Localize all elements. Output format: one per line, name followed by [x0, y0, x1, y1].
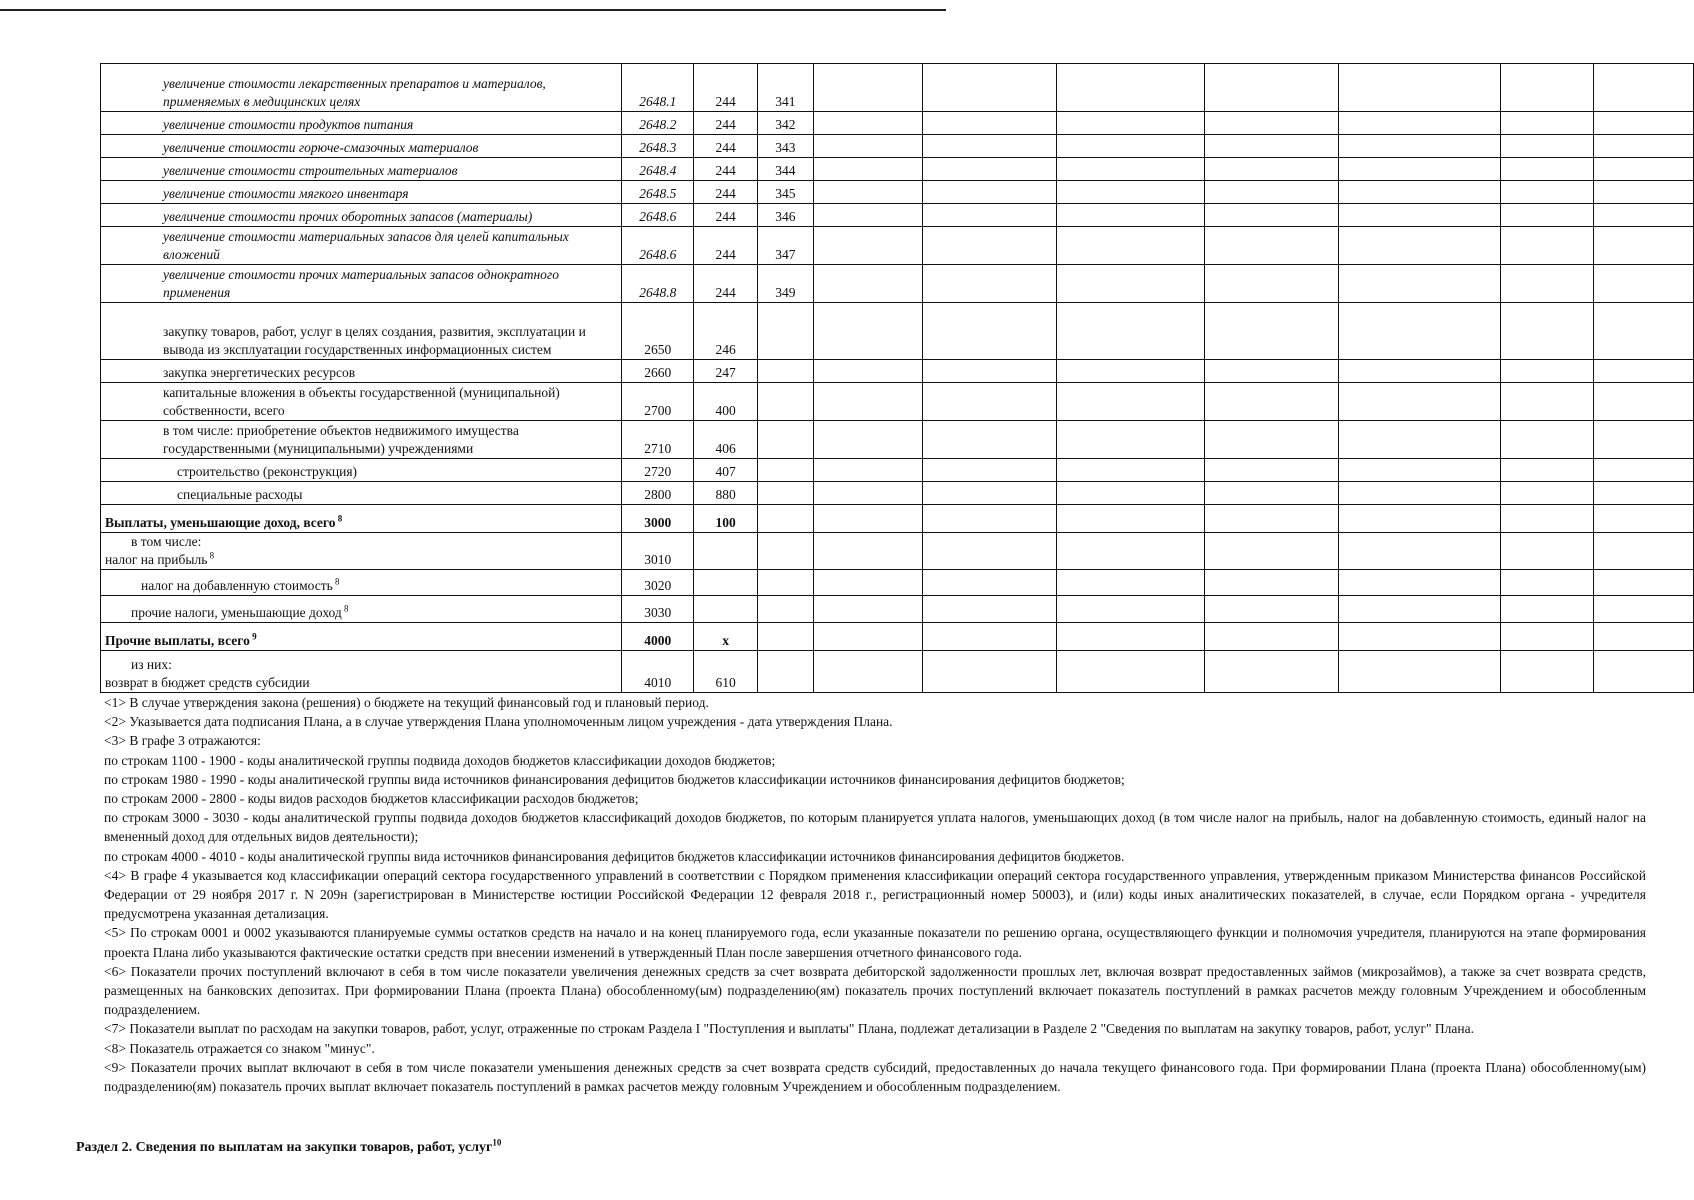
row-kosgu-code: 345 [757, 181, 813, 204]
empty-cell [1204, 360, 1338, 383]
row-expense-code: 407 [694, 459, 758, 482]
empty-cell [922, 533, 1056, 570]
empty-cell [1204, 651, 1338, 693]
empty-cell [813, 570, 922, 596]
empty-cell [813, 181, 922, 204]
empty-cell [1500, 360, 1594, 383]
table-row [101, 383, 1694, 421]
empty-cell [922, 158, 1056, 181]
empty-cell [1500, 421, 1594, 459]
empty-cell [1500, 570, 1594, 596]
empty-cell [1594, 303, 1694, 360]
empty-cell [813, 459, 922, 482]
empty-cell [1056, 265, 1204, 303]
table-row [101, 623, 1694, 651]
row-expense-code: 610 [694, 651, 758, 693]
empty-cell [1338, 623, 1500, 651]
empty-cell [922, 383, 1056, 421]
empty-cell [813, 421, 922, 459]
empty-cell [813, 112, 922, 135]
footnote: <2> Указывается дата подписания Плана, а в случае утверждения Плана уполномоченным лицом учреждения - дата утверждения Плана. [104, 714, 893, 730]
empty-cell [1056, 459, 1204, 482]
row-expense-code: 247 [694, 360, 758, 383]
empty-cell [813, 227, 922, 265]
empty-cell [1500, 383, 1594, 421]
empty-cell [1056, 421, 1204, 459]
empty-cell [922, 651, 1056, 693]
table-row [101, 459, 1694, 482]
empty-cell [1500, 505, 1594, 533]
row-kosgu-code: 346 [757, 204, 813, 227]
row-name: увеличение стоимости горюче-смазочных материалов [101, 135, 622, 158]
empty-cell [1594, 623, 1694, 651]
row-expense-code: 244 [694, 204, 758, 227]
row-code: 2648.4 [622, 158, 694, 181]
empty-cell [922, 181, 1056, 204]
row-code: 4000 [622, 623, 694, 651]
empty-cell [1594, 360, 1694, 383]
empty-cell [1594, 459, 1694, 482]
empty-cell [1204, 303, 1338, 360]
empty-cell [1056, 596, 1204, 623]
empty-cell [1500, 158, 1594, 181]
empty-cell [1594, 204, 1694, 227]
empty-cell [1204, 623, 1338, 651]
row-name: увеличение стоимости лекарственных препаратов и материалов, применяемых в медицинских целях [101, 64, 622, 112]
empty-cell [1338, 135, 1500, 158]
row-expense-code: 244 [694, 227, 758, 265]
empty-cell [1500, 227, 1594, 265]
row-name: Выплаты, уменьшающие доход, всего $^8$ [101, 505, 622, 533]
table-row [101, 360, 1694, 383]
empty-cell [813, 383, 922, 421]
table-row [101, 482, 1694, 505]
empty-cell [1056, 623, 1204, 651]
table-row [101, 64, 1694, 112]
table-row [101, 651, 1694, 693]
empty-cell [922, 459, 1056, 482]
footnote: <8> Показатель отражается со знаком "минус". [104, 1040, 375, 1056]
empty-cell [922, 64, 1056, 112]
table-row [101, 181, 1694, 204]
empty-cell [1204, 482, 1338, 505]
row-code: 2648.2 [622, 112, 694, 135]
row-kosgu-code [757, 651, 813, 693]
empty-cell [813, 505, 922, 533]
row-code: 3000 [622, 505, 694, 533]
row-kosgu-code [757, 482, 813, 505]
row-kosgu-code: 349 [757, 265, 813, 303]
empty-cell [1500, 265, 1594, 303]
row-expense-code: x [694, 623, 758, 651]
empty-cell [1338, 204, 1500, 227]
row-expense-code [694, 570, 758, 596]
empty-cell [1594, 135, 1694, 158]
row-code: 2648.5 [622, 181, 694, 204]
row-kosgu-code [757, 596, 813, 623]
empty-cell [1500, 459, 1594, 482]
empty-cell [813, 596, 922, 623]
empty-cell [813, 482, 922, 505]
empty-cell [922, 360, 1056, 383]
row-code: 2710 [622, 421, 694, 459]
empty-cell [922, 596, 1056, 623]
empty-cell [1056, 482, 1204, 505]
table-row [101, 158, 1694, 181]
row-kosgu-code: 342 [757, 112, 813, 135]
empty-cell [1594, 570, 1694, 596]
row-expense-code: 406 [694, 421, 758, 459]
row-code: 4010 [622, 651, 694, 693]
row-code: 3030 [622, 596, 694, 623]
plan-table [100, 63, 1694, 693]
empty-cell [1338, 482, 1500, 505]
empty-cell [1338, 533, 1500, 570]
empty-cell [1338, 383, 1500, 421]
row-name: из них: возврат в бюджет средств субсидии [101, 651, 622, 693]
empty-cell [1204, 112, 1338, 135]
row-kosgu-code [757, 421, 813, 459]
empty-cell [1594, 651, 1694, 693]
empty-cell [1204, 421, 1338, 459]
empty-cell [1594, 596, 1694, 623]
empty-cell [1500, 623, 1594, 651]
empty-cell [1204, 227, 1338, 265]
row-expense-code: 400 [694, 383, 758, 421]
empty-cell [922, 570, 1056, 596]
table-row [101, 265, 1694, 303]
table-row [101, 533, 1694, 570]
footnotes [104, 693, 1646, 1096]
empty-cell [813, 303, 922, 360]
empty-cell [1594, 265, 1694, 303]
row-name: в том числе: приобретение объектов недвижимого имущества государственными (муниципальными) учреждениями [101, 421, 622, 459]
empty-cell [1204, 181, 1338, 204]
row-kosgu-code [757, 459, 813, 482]
empty-cell [813, 651, 922, 693]
footnote: по строкам 1100 - 1900 - коды аналитической группы подвида доходов бюджетов классификации доходов бюджетов; [104, 752, 776, 768]
footnote: по строкам 4000 - 4010 - коды аналитической группы вида источников финансирования дефицитов бюджетов классификации источников финансирования дефицитов бюджетов. [104, 848, 1125, 864]
empty-cell [1338, 421, 1500, 459]
empty-cell [1204, 265, 1338, 303]
empty-cell [1056, 227, 1204, 265]
empty-cell [922, 421, 1056, 459]
empty-cell [1500, 181, 1594, 204]
empty-cell [813, 623, 922, 651]
empty-cell [1594, 383, 1694, 421]
empty-cell [813, 533, 922, 570]
empty-cell [1204, 135, 1338, 158]
row-code: 2650 [622, 303, 694, 360]
row-name: закупку товаров, работ, услуг в целях создания, развития, эксплуатации и вывода из эксплуатации государственных информационных систем [101, 303, 622, 360]
row-kosgu-code: 343 [757, 135, 813, 158]
row-expense-code: 100 [694, 505, 758, 533]
empty-cell [1594, 227, 1694, 265]
empty-cell [1204, 459, 1338, 482]
empty-cell [922, 227, 1056, 265]
empty-cell [1204, 533, 1338, 570]
row-code: 2720 [622, 459, 694, 482]
footnote: <4> В графе 4 указывается код классификации операций сектора государственного управлений в соответствии с Порядком применения классификации операций сектора государственного управления, утвержденным приказом Министерства финансов Российской Федерации от 29 ноября 2017 г. N 209н (зарегистрирован в Министерстве юстиции Российской Федерации 12 февраля 2018 г., регистрационный номер 50003), и (или) коды иных аналитических показателей, в случае, если Порядком органа - учредителя предусмотрена указанная детализация. [104, 867, 1646, 922]
empty-cell [1056, 204, 1204, 227]
row-name: специальные расходы [101, 482, 622, 505]
footnote: <3> В графе 3 отражаются: [104, 733, 261, 749]
row-name: увеличение стоимости прочих оборотных запасов (материалы) [101, 204, 622, 227]
row-name: увеличение стоимости продуктов питания [101, 112, 622, 135]
row-kosgu-code [757, 623, 813, 651]
footnote: по строкам 2000 - 2800 - коды видов расходов бюджетов классификации расходов бюджетов; [104, 791, 639, 807]
empty-cell [1056, 383, 1204, 421]
empty-cell [813, 204, 922, 227]
table-row [101, 204, 1694, 227]
row-kosgu-code [757, 570, 813, 596]
row-expense-code [694, 596, 758, 623]
row-expense-code: 246 [694, 303, 758, 360]
empty-cell [1338, 596, 1500, 623]
row-expense-code: 244 [694, 135, 758, 158]
empty-cell [1056, 303, 1204, 360]
empty-cell [1594, 533, 1694, 570]
footnote: <5> По строкам 0001 и 0002 указываются планируемые суммы остатков средств на начало и на конец планируемого года, если указанные показатели по решению органа, осуществляющего функции и полномочия учредителя, планируются на этапе формирования проекта Плана либо указываются фактические остатки средств при внесении изменений в утвержденный План после завершения отчетного финансового года. [104, 925, 1646, 960]
table-row [101, 227, 1694, 265]
empty-cell [1056, 158, 1204, 181]
row-name: увеличение стоимости мягкого инвентаря [101, 181, 622, 204]
empty-cell [1594, 505, 1694, 533]
row-name: Прочие выплаты, всего $^9$ [101, 623, 622, 651]
empty-cell [1056, 533, 1204, 570]
table-row [101, 112, 1694, 135]
empty-cell [1594, 64, 1694, 112]
row-code: 2648.3 [622, 135, 694, 158]
empty-cell [1204, 158, 1338, 181]
empty-cell [1500, 651, 1594, 693]
row-code: 2648.8 [622, 265, 694, 303]
empty-cell [1056, 570, 1204, 596]
empty-cell [922, 623, 1056, 651]
empty-cell [1338, 158, 1500, 181]
table-row [101, 303, 1694, 360]
empty-cell [813, 265, 922, 303]
footnote: <1> В случае утверждения закона (решения) о бюджете на текущий финансовый год и плановый период. [104, 695, 709, 710]
empty-cell [922, 135, 1056, 158]
row-name: капитальные вложения в объекты государственной (муниципальной) собственности, всего [101, 383, 622, 421]
row-name: строительство (реконструкция) [101, 459, 622, 482]
row-expense-code: 244 [694, 112, 758, 135]
empty-cell [1500, 303, 1594, 360]
empty-cell [1338, 505, 1500, 533]
page-top-rule [0, 9, 946, 11]
row-name: увеличение стоимости прочих материальных запасов однократного применения [101, 265, 622, 303]
empty-cell [1338, 459, 1500, 482]
row-expense-code: 244 [694, 64, 758, 112]
row-name: в том числе: налог на прибыль $^8$ [101, 533, 622, 570]
row-name: прочие налоги, уменьшающие доход $^8$ [101, 596, 622, 623]
row-expense-code: 244 [694, 181, 758, 204]
empty-cell [1594, 421, 1694, 459]
empty-cell [1500, 533, 1594, 570]
row-kosgu-code [757, 360, 813, 383]
empty-cell [1338, 265, 1500, 303]
empty-cell [1338, 181, 1500, 204]
empty-cell [922, 303, 1056, 360]
row-kosgu-code: 344 [757, 158, 813, 181]
empty-cell [813, 360, 922, 383]
empty-cell [1338, 360, 1500, 383]
empty-cell [1056, 135, 1204, 158]
row-code: 2700 [622, 383, 694, 421]
empty-cell [813, 64, 922, 112]
empty-cell [1500, 112, 1594, 135]
empty-cell [1594, 181, 1694, 204]
row-code: 2648.6 [622, 227, 694, 265]
table-row [101, 135, 1694, 158]
empty-cell [1056, 360, 1204, 383]
empty-cell [813, 158, 922, 181]
empty-cell [1204, 505, 1338, 533]
row-name: увеличение стоимости материальных запасов для целей капитальных вложений [101, 227, 622, 265]
empty-cell [1338, 112, 1500, 135]
empty-cell [922, 482, 1056, 505]
row-code: 2800 [622, 482, 694, 505]
section-2-title: Раздел 2. Сведения по выплатам на закупки товаров, работ, услуг$^{10}$ [76, 1137, 502, 1155]
empty-cell [1056, 181, 1204, 204]
empty-cell [1338, 570, 1500, 596]
row-code: 2660 [622, 360, 694, 383]
empty-cell [1204, 64, 1338, 112]
empty-cell [1056, 64, 1204, 112]
row-code: 2648.6 [622, 204, 694, 227]
empty-cell [1338, 651, 1500, 693]
table-row [101, 505, 1694, 533]
row-expense-code [694, 533, 758, 570]
footnote: по строкам 3000 - 3030 - коды аналитической группы подвида доходов бюджетов классификаций доходов бюджетов, по которым планируется уплата налогов, уменьшающих доход (в том числе налог на прибыль, налог на добавленную стоимость, единый налог на вмененный доход для отдельных видов деятельности); [104, 810, 1646, 845]
empty-cell [1056, 112, 1204, 135]
empty-cell [1500, 135, 1594, 158]
empty-cell [922, 265, 1056, 303]
empty-cell [1204, 596, 1338, 623]
empty-cell [1204, 383, 1338, 421]
empty-cell [1056, 651, 1204, 693]
row-kosgu-code [757, 505, 813, 533]
empty-cell [1338, 227, 1500, 265]
empty-cell [813, 135, 922, 158]
empty-cell [1500, 596, 1594, 623]
row-name: закупка энергетических ресурсов [101, 360, 622, 383]
footnote: по строкам 1980 - 1990 - коды аналитической группы вида источников финансирования дефицитов бюджетов классификации источников финансирования дефицитов бюджетов; [104, 771, 1125, 787]
table-row [101, 570, 1694, 596]
empty-cell [1204, 570, 1338, 596]
empty-cell [1500, 482, 1594, 505]
empty-cell [1056, 505, 1204, 533]
row-name: увеличение стоимости строительных материалов [101, 158, 622, 181]
row-kosgu-code [757, 303, 813, 360]
row-expense-code: 244 [694, 158, 758, 181]
empty-cell [1500, 64, 1594, 112]
table-row [101, 596, 1694, 623]
row-name: налог на добавленную стоимость $^8$ [101, 570, 622, 596]
empty-cell [1594, 482, 1694, 505]
row-expense-code: 244 [694, 265, 758, 303]
empty-cell [1338, 303, 1500, 360]
empty-cell [922, 204, 1056, 227]
empty-cell [1594, 158, 1694, 181]
footnote: <9> Показатели прочих выплат включают в себя в том числе показатели уменьшения денежных средств за счет возврата средств субсидий, предоставленных до начала текущего финансового года. При формировании Плана (проекта Плана) обособленному(ым) подразделению(ям) показатель прочих выплат включает показатель поступлений в рамках расчетов между головным Учреждением и обособленным подразделением. [104, 1059, 1646, 1095]
empty-cell [1500, 204, 1594, 227]
row-expense-code: 880 [694, 482, 758, 505]
table-row [101, 421, 1694, 459]
empty-cell [1594, 112, 1694, 135]
empty-cell [1204, 204, 1338, 227]
footnote: <6> Показатели прочих поступлений включают в себя в том числе показатели увеличения денежных средств за счет возврата дебиторской задолженности прошлых лет, включая возврат предоставленных займов (микрозаймов), а также за счет возврата средств, размещенных на банковских депозитах. При формировании Плана (проекта Плана) обособленному(ым) подразделению(ям) показатель прочих поступлений включает показатель поступлений в рамках расчетов между головным Учреждением и обособленным подразделением. [104, 963, 1646, 1018]
row-code: 3010 [622, 533, 694, 570]
row-code: 3020 [622, 570, 694, 596]
row-code: 2648.1 [622, 64, 694, 112]
empty-cell [922, 112, 1056, 135]
empty-cell [1338, 64, 1500, 112]
row-kosgu-code [757, 383, 813, 421]
row-kosgu-code [757, 533, 813, 570]
footnote: <7> Показатели выплат по расходам на закупки товаров, работ, услуг, отраженные по строкам Раздела I "Поступления и выплаты" Плана, подлежат детализации в Разделе 2 "Сведения по выплатам на закупку товаров, работ, услуг" Плана. [104, 1021, 1474, 1037]
empty-cell [922, 505, 1056, 533]
row-kosgu-code: 341 [757, 64, 813, 112]
row-kosgu-code: 347 [757, 227, 813, 265]
